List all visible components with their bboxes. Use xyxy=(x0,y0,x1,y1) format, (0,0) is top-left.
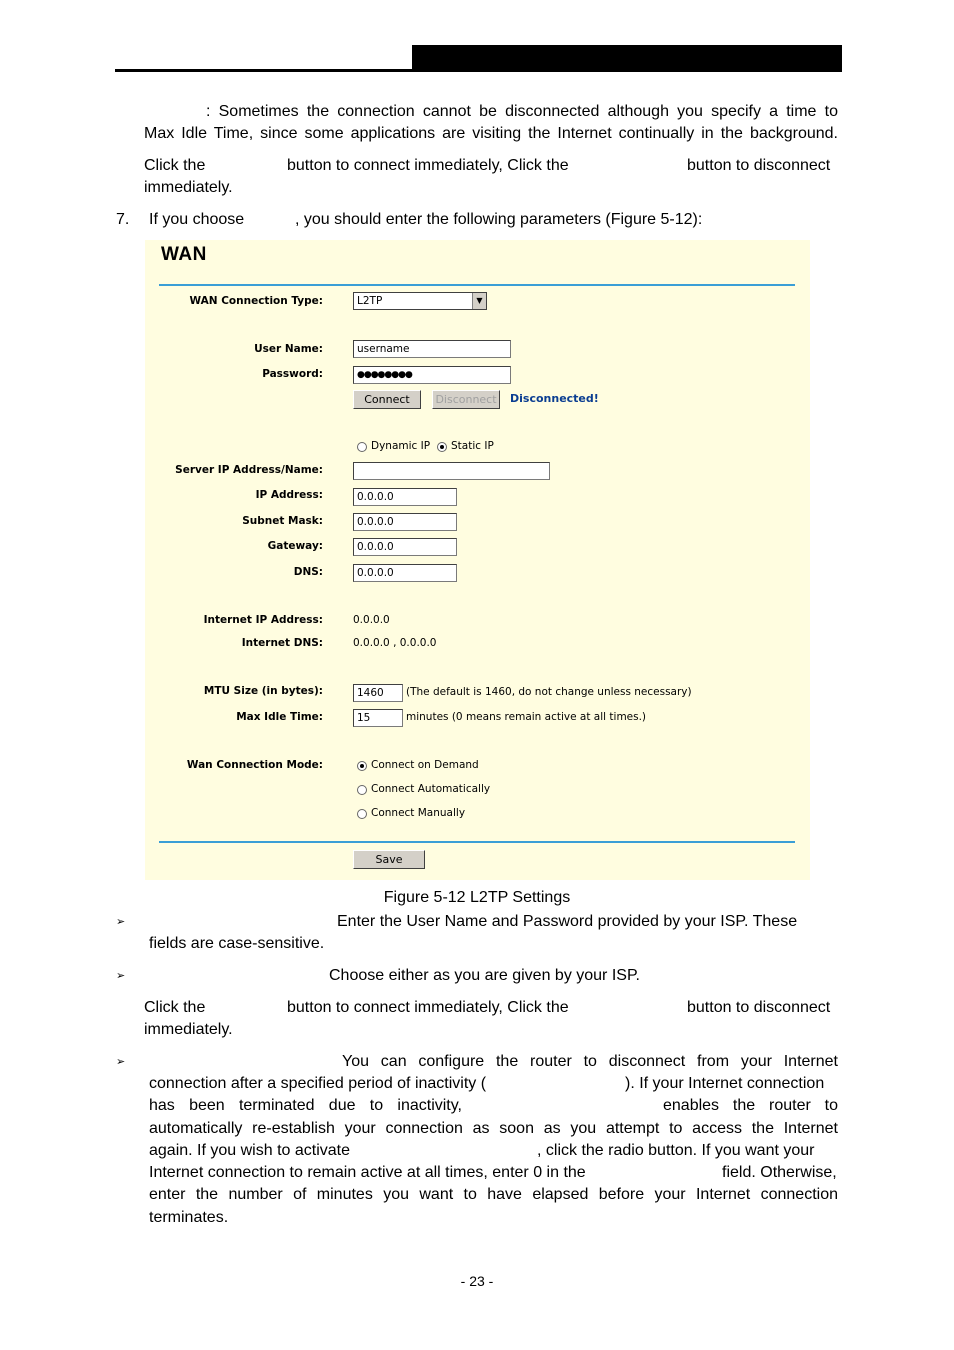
connect-button[interactable]: Connect xyxy=(353,390,421,409)
ip-input[interactable]: 0.0.0.0 xyxy=(353,488,457,506)
bullet3-line3a: has been terminated due to inactivity, xyxy=(149,1097,462,1114)
mode-demand-radio[interactable] xyxy=(357,761,367,771)
figure-caption: Figure 5-12 L2TP Settings xyxy=(383,889,571,906)
chevron-down-icon[interactable]: ▼ xyxy=(472,293,486,309)
bullet1-line1: Enter the User Name and Password provided by your ISP. These xyxy=(337,913,798,930)
mode-demand-label: Connect on Demand xyxy=(371,759,479,771)
bullet3-line3b: enables the router to xyxy=(663,1097,838,1114)
wan-top-rule xyxy=(159,284,795,286)
bullet3-line4: automatically re-establish your connection as soon as you attempt to access the Internet xyxy=(149,1120,838,1137)
gateway-label: Gateway: xyxy=(267,540,323,552)
bullet-icon: ➢ xyxy=(116,1056,126,1068)
conn-type-select[interactable] xyxy=(353,292,487,310)
idle-label: Max Idle Time: xyxy=(236,711,323,723)
click1-d: immediately. xyxy=(144,179,233,196)
static-ip-radio[interactable] xyxy=(437,442,447,452)
server-input[interactable] xyxy=(353,462,550,480)
wan-settings-panel xyxy=(145,240,810,880)
header-rule xyxy=(115,69,842,72)
click2-c: button to disconnect xyxy=(687,999,831,1016)
bullet3-line2b: ). If your Internet connection xyxy=(625,1075,825,1092)
password-input[interactable]: ●●●●●●●● xyxy=(353,366,511,384)
mask-input[interactable]: 0.0.0.0 xyxy=(353,513,457,531)
click2-a: Click the xyxy=(144,999,206,1016)
mode-manual-label: Connect Manually xyxy=(371,807,466,819)
item7-number: 7. xyxy=(116,211,130,228)
save-button[interactable]: Save xyxy=(353,850,425,869)
bullet3-line1: You can configure the router to disconnect from your Internet xyxy=(342,1053,838,1070)
bullet1-line2: fields are case-sensitive. xyxy=(149,935,325,952)
mode-manual-radio[interactable] xyxy=(357,809,367,819)
item7-a: If you choose xyxy=(149,211,245,228)
bullet3-line5a: again. If you wish to activate xyxy=(149,1142,350,1159)
bullet3-line8: terminates. xyxy=(149,1209,229,1226)
connection-status: Disconnected! xyxy=(510,392,599,405)
mode-auto-radio[interactable] xyxy=(357,785,367,795)
click2-d: immediately. xyxy=(144,1021,233,1038)
page-number: - 23 - xyxy=(460,1273,494,1289)
bullet3-line5b: , click the radio button. If you want your xyxy=(537,1142,815,1159)
bullet3-line6b: field. Otherwise, xyxy=(722,1164,837,1181)
header-bar xyxy=(412,45,842,72)
mask-label: Subnet Mask: xyxy=(242,515,323,527)
idle-input[interactable]: 15 xyxy=(353,709,403,727)
click1-a: Click the xyxy=(144,157,206,174)
mode-label: Wan Connection Mode: xyxy=(186,759,323,771)
dns-input[interactable]: 0.0.0.0 xyxy=(353,564,457,582)
internet-dns-label: Internet DNS: xyxy=(241,637,323,649)
bullet-icon: ➢ xyxy=(116,970,126,982)
user-name-input[interactable]: username xyxy=(353,340,511,358)
internet-dns-value: 0.0.0.0 , 0.0.0.0 xyxy=(353,637,437,649)
idle-hint: minutes (0 means remain active at all times.) xyxy=(406,711,647,723)
dns-label: DNS: xyxy=(293,566,323,578)
note-line-2: Max Idle Time, since some applications are visiting the Internet continually in the background. xyxy=(144,125,838,142)
note-line-1: : Sometimes the connection cannot be disconnected although you specify a time to xyxy=(206,103,838,120)
internet-ip-value: 0.0.0.0 xyxy=(353,614,390,626)
wan-title: WAN xyxy=(161,244,207,265)
static-ip-label: Static IP xyxy=(451,440,494,452)
conn-type-value: L2TP xyxy=(357,295,383,307)
bullet3-line7: enter the number of minutes you want to have elapsed before your Internet connection xyxy=(149,1186,838,1203)
gateway-input[interactable]: 0.0.0.0 xyxy=(353,538,457,556)
wan-bottom-rule xyxy=(159,841,795,843)
item7-b: , you should enter the following parameters (Figure 5-12): xyxy=(295,211,703,228)
bullet-icon: ➢ xyxy=(116,916,126,928)
click2-b: button to connect immediately, Click the xyxy=(287,999,569,1016)
click1-b: button to connect immediately, Click the xyxy=(287,157,569,174)
conn-type-label: WAN Connection Type: xyxy=(189,295,323,307)
mtu-hint: (The default is 1460, do not change unless necessary) xyxy=(406,686,692,698)
bullet3-line2a: connection after a specified period of inactivity ( xyxy=(149,1075,487,1092)
user-name-label: User Name: xyxy=(254,343,323,355)
click1-c: button to disconnect xyxy=(687,157,831,174)
password-label: Password: xyxy=(262,368,323,380)
server-label: Server IP Address/Name: xyxy=(175,464,323,476)
bullet3-line6a: Internet connection to remain active at all times, enter 0 in the xyxy=(149,1164,586,1181)
disconnect-button[interactable]: Disconnect xyxy=(432,390,500,409)
mtu-input[interactable]: 1460 xyxy=(353,684,403,702)
ip-label: IP Address: xyxy=(255,489,323,501)
mode-auto-label: Connect Automatically xyxy=(371,783,491,795)
bullet2-line1: Choose either as you are given by your ISP. xyxy=(329,967,640,984)
dynamic-ip-label: Dynamic IP xyxy=(371,440,431,452)
mtu-label: MTU Size (in bytes): xyxy=(203,685,323,697)
dynamic-ip-radio[interactable] xyxy=(357,442,367,452)
internet-ip-label: Internet IP Address: xyxy=(203,614,323,626)
